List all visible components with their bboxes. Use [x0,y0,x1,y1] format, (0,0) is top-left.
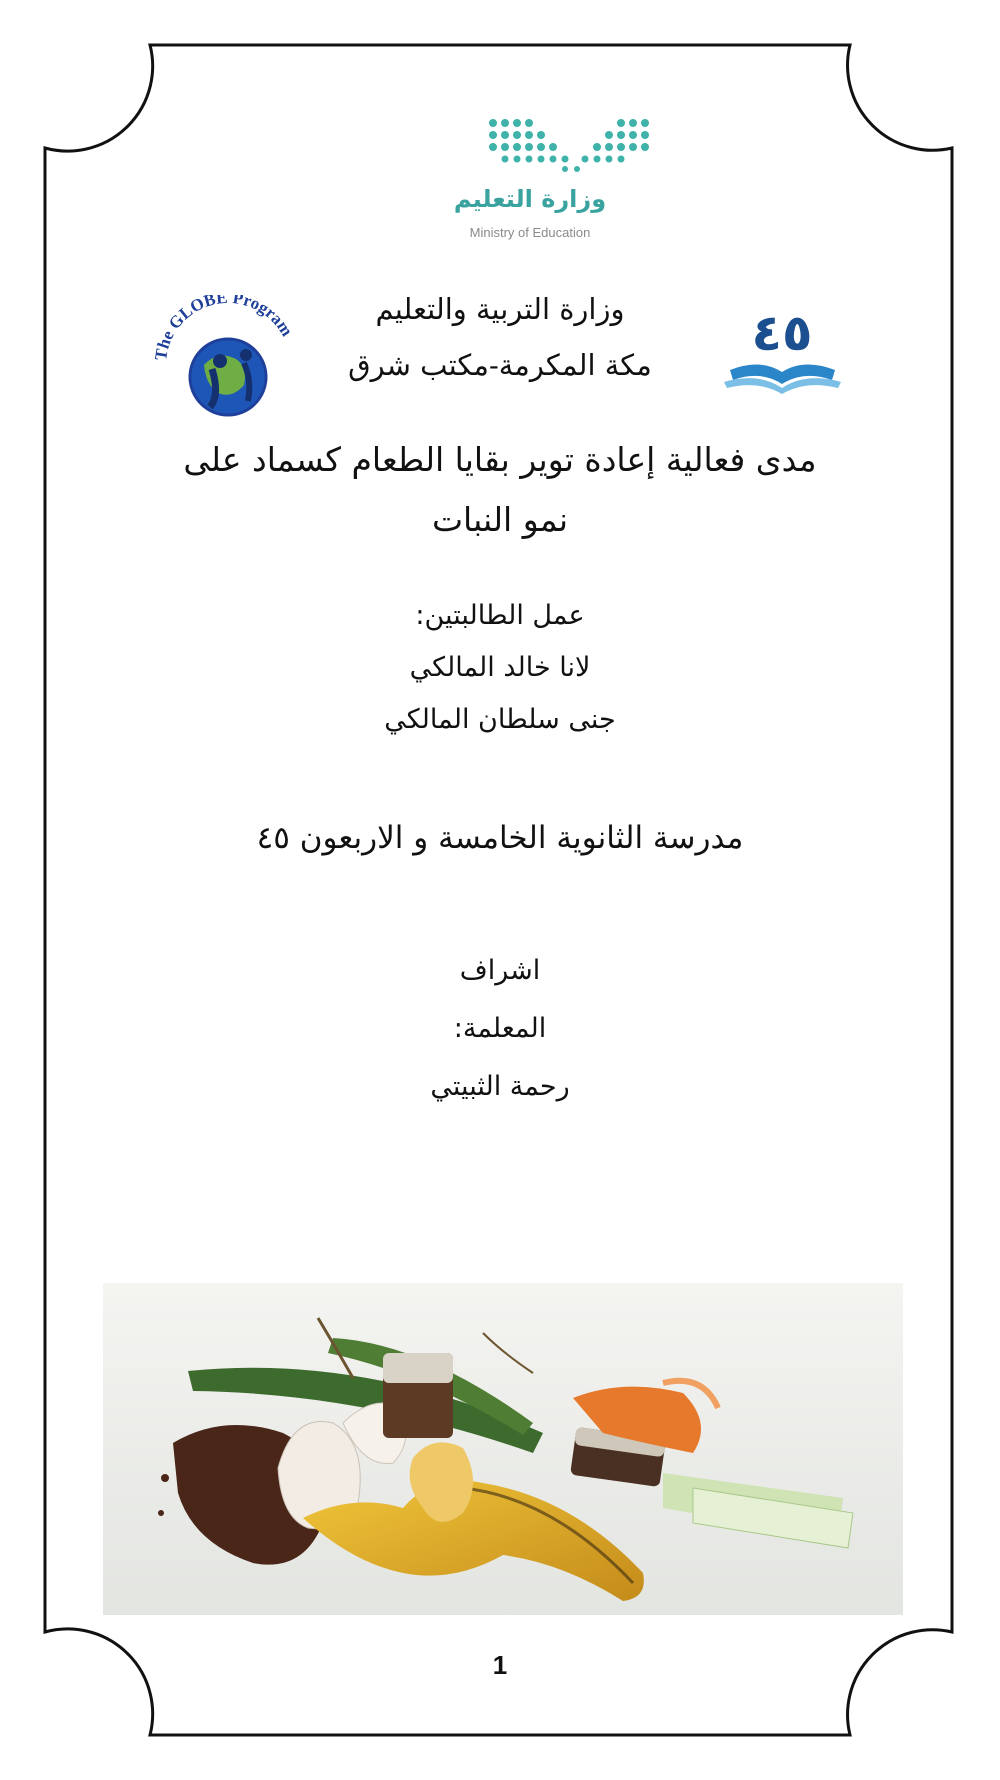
ministry-dots-icon [485,115,655,175]
page-number: 1 [492,1650,508,1680]
teacher-name: رحمة الثبيتي [430,1071,570,1102]
ministry-of-education-logo [395,115,665,250]
research-title-line-1: مدى فعالية إعادة توير بقايا الطعام كسماد على [183,440,817,479]
student-name-2: جنى سلطان المالكي [384,704,616,735]
teacher-role-label: المعلمة: [453,1013,547,1044]
ministry-arabic-name: وزارة التعليم [453,185,607,213]
header-office-line: مكة المكرمة-مكتب شرق [348,348,652,382]
supervision-label: اشراف [459,955,541,986]
book-45-icon [720,298,845,398]
logo-numeral: ٤٥ [751,304,813,362]
ministry-english-name: Ministry of Education [469,225,591,240]
students-label: عمل الطالبتين: [415,600,585,631]
food-scraps-photo [103,1283,903,1615]
header-ministry-line: وزارة التربية والتعليم [375,292,625,326]
school-45-logo [720,298,845,398]
globe-icon [148,295,308,420]
research-title-line-2: نمو النبات [431,500,569,539]
svg-text:The GLOBE Program: The GLOBE Program [151,295,297,362]
student-name-1: لانا خالد المالكي [409,652,591,683]
globe-program-logo [148,295,308,420]
school-name: مدرسة الثانوية الخامسة و الاربعون ٤٥ [256,820,744,856]
